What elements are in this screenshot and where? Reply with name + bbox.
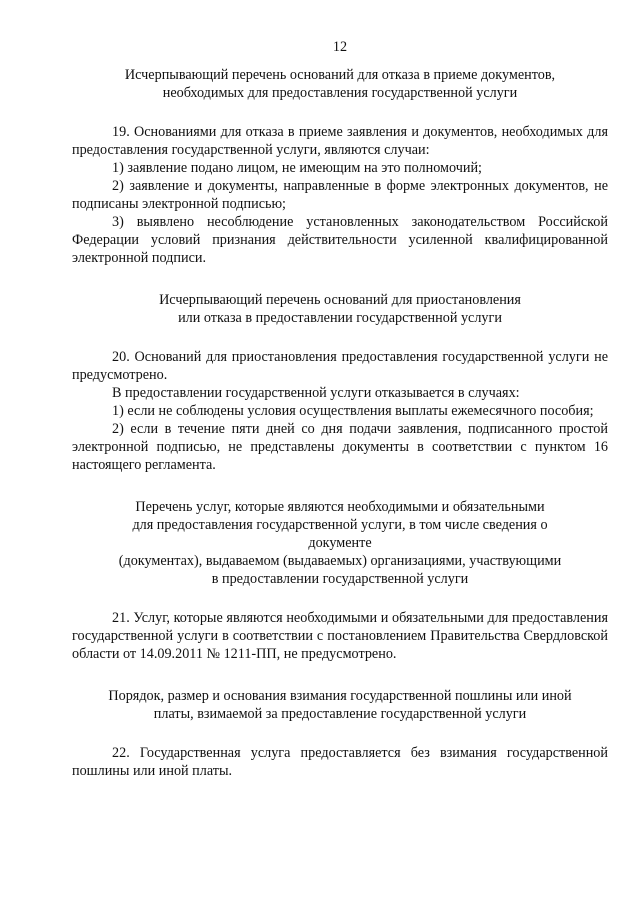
paragraph-19-item-3: 3) выявлено несоблюдение установленных законодательством Российской Федерации условий признания действительности усиленной квалифицированной электронной подписи. [72,214,608,266]
paragraph-19-item-1: 1) заявление подано лицом, не имеющим на это полномочий; [112,160,482,176]
page-number: 12 [332,39,348,55]
paragraph-21: 21. Услуг, которые являются необходимыми и обязательными для предоставления государственной услуги в соответствии с постановлением Правительства Свердловской области от 14.09.2011 № 1211-ПП, не предусмотрено. [72,610,608,662]
heading-line: (документах), выдаваемом (выдаваемых) организациями, участвующими [118,553,562,569]
section-heading-refusal-acceptance [72,66,608,102]
paragraph-20: 20. Оснований для приостановления предоставления государственной услуги не предусмотрено. [72,349,608,383]
section-heading-state-fee [72,687,608,723]
paragraph-22: 22. Государственная услуга предоставляется без взимания государственной пошлины или иной платы. [72,745,608,779]
heading-line: для предоставления государственной услуги, в том числе сведения о документе [132,517,548,551]
heading-line: в предоставлении государственной услуги [211,571,469,587]
heading-line: платы, взимаемой за предоставление государственной услуги [153,706,527,722]
heading-line: Перечень услуг, которые являются необходимыми и обязательными [135,499,545,515]
paragraph-20-item-1: 1) если не соблюдены условия осуществления выплаты ежемесячного пособия; [112,403,594,419]
heading-line: Исчерпывающий перечень оснований для отказа в приеме документов, [124,67,556,83]
section-heading-suspension-refusal [72,291,608,327]
heading-line: Исчерпывающий перечень оснований для приостановления [159,292,521,308]
document-page [72,38,608,780]
paragraph-19-item-2: 2) заявление и документы, направленные в форме электронных документов, не подписаны электронной подписью; [72,178,608,212]
paragraph-19: 19. Основаниями для отказа в приеме заявления и документов, необходимых для предоставления государственной услуги, являются случаи: [72,124,608,158]
heading-line: необходимых для предоставления государственной услуги [162,85,518,101]
paragraph-20-refusal-intro: В предоставлении государственной услуги отказывается в случаях: [112,385,520,401]
heading-line: или отказа в предоставлении государственной услуги [178,310,502,326]
paragraph-20-item-2: 2) если в течение пяти дней со дня подачи заявления, подписанного простой электронной подписью, не представлены документы в соответствии с пунктом 16 настоящего регламента. [72,421,608,473]
section-heading-necessary-services [72,498,608,588]
heading-line: Порядок, размер и основания взимания государственной пошлины или иной [108,688,572,704]
